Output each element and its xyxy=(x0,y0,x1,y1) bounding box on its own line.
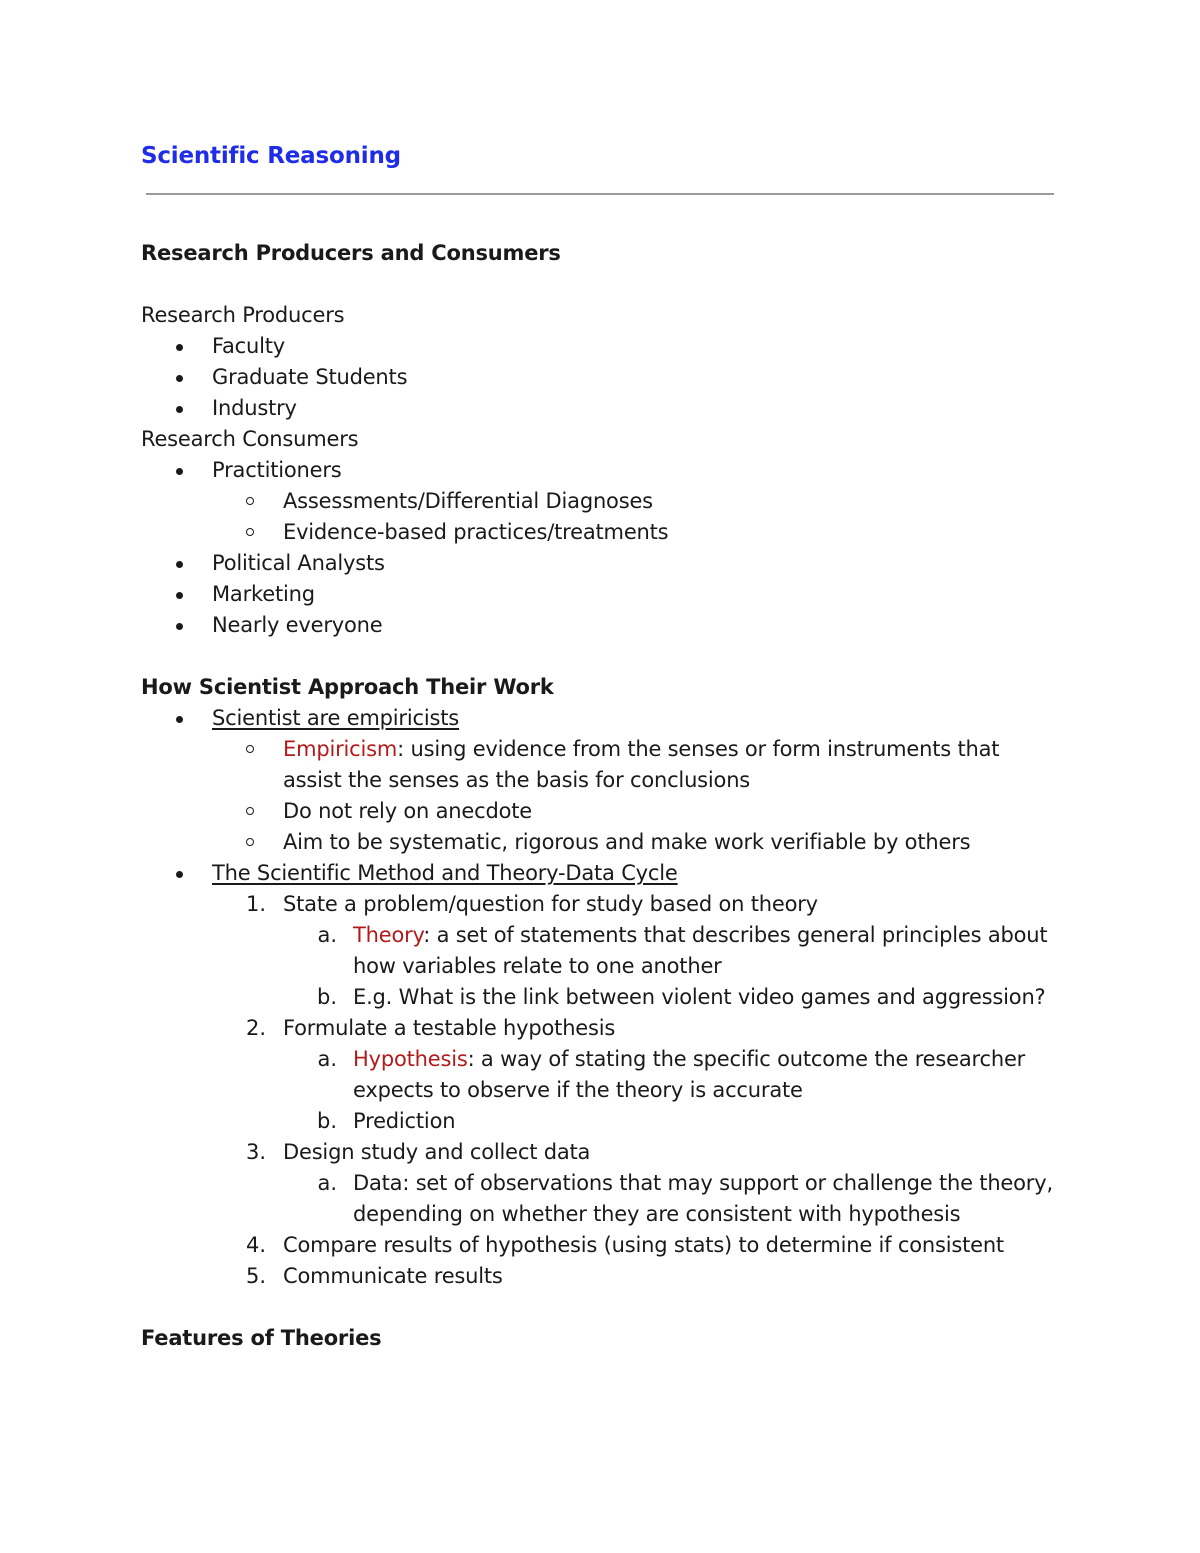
hollow-bullet-icon xyxy=(246,807,254,815)
list-item: Nearly everyone xyxy=(212,613,383,637)
list-item: Political Analysts xyxy=(212,551,385,575)
hollow-bullet-icon xyxy=(246,745,254,753)
empiricism-definition-cont: assist the senses as the basis for conclusions xyxy=(283,768,751,792)
section-heading-approach: How Scientist Approach Their Work xyxy=(141,675,554,699)
bullet-icon xyxy=(176,344,183,351)
section-heading-producers-consumers: Research Producers and Consumers xyxy=(141,241,561,265)
bullet-icon xyxy=(176,561,183,568)
theory-definition-cont: how variables relate to one another xyxy=(353,954,722,978)
hypothesis-definition xyxy=(353,1044,1025,1075)
bullet-icon xyxy=(176,623,183,630)
bullet-icon xyxy=(176,592,183,599)
step-text: State a problem/question for study based on theory xyxy=(283,892,818,916)
data-definition: Data: set of observations that may support or challenge the theory, xyxy=(353,1171,1053,1195)
hypothesis-def-text: : a way of stating the specific outcome the researcher xyxy=(467,1047,1026,1071)
sub-step-text: Prediction xyxy=(353,1109,456,1133)
step-text: Formulate a testable hypothesis xyxy=(283,1016,616,1040)
sub-step-text: E.g. What is the link between violent video games and aggression? xyxy=(353,985,1046,1009)
theory-term: Theory xyxy=(353,923,424,947)
sub-step-marker: a. xyxy=(317,923,337,947)
sub-step-marker: b. xyxy=(316,1109,337,1133)
empiricism-definition xyxy=(283,734,999,765)
hollow-bullet-icon xyxy=(246,838,254,846)
method-subheading: The Scientific Method and Theory-Data Cycle xyxy=(212,861,678,885)
section-heading-features: Features of Theories xyxy=(141,1326,382,1350)
hollow-bullet-icon xyxy=(246,528,254,536)
page-title: Scientific Reasoning xyxy=(141,143,401,169)
step-number: 1. xyxy=(245,892,266,916)
sub-step-marker: b. xyxy=(316,985,337,1009)
list-item: Aim to be systematic, rigorous and make work verifiable by others xyxy=(283,830,971,854)
step-number: 3. xyxy=(245,1140,266,1164)
hypothesis-term: Hypothesis xyxy=(353,1047,468,1071)
step-number: 5. xyxy=(245,1264,266,1288)
title-divider xyxy=(146,193,1054,195)
sub-step-marker: a. xyxy=(317,1047,337,1071)
step-number: 4. xyxy=(245,1233,266,1257)
list-item: Industry xyxy=(212,396,297,420)
step-text: Design study and collect data xyxy=(283,1140,591,1164)
consumers-label: Research Consumers xyxy=(141,427,359,451)
producers-label: Research Producers xyxy=(141,303,345,327)
list-item: Evidence-based practices/treatments xyxy=(283,520,669,544)
bullet-icon xyxy=(176,375,183,382)
sub-step-marker: a. xyxy=(317,1171,337,1195)
list-item: Faculty xyxy=(212,334,285,358)
bullet-icon xyxy=(176,716,183,723)
step-text: Communicate results xyxy=(283,1264,503,1288)
data-definition-cont: depending on whether they are consistent with hypothesis xyxy=(353,1202,961,1226)
list-item: Graduate Students xyxy=(212,365,408,389)
empiricists-subheading: Scientist are empiricists xyxy=(212,706,460,730)
hypothesis-definition-cont: expects to observe if the theory is accurate xyxy=(353,1078,803,1102)
bullet-icon xyxy=(176,468,183,475)
bullet-icon xyxy=(176,406,183,413)
theory-def-text: : a set of statements that describes general principles about xyxy=(423,923,1048,947)
list-item: Assessments/Differential Diagnoses xyxy=(283,489,653,513)
hollow-bullet-icon xyxy=(246,497,254,505)
list-item: Marketing xyxy=(212,582,315,606)
step-number: 2. xyxy=(245,1016,266,1040)
empiricism-term: Empiricism xyxy=(283,737,398,761)
bullet-icon xyxy=(176,871,183,878)
list-item: Do not rely on anecdote xyxy=(283,799,532,823)
empiricism-def-text: : using evidence from the senses or form instruments that xyxy=(397,737,1000,761)
theory-definition xyxy=(353,920,1047,951)
list-item: Practitioners xyxy=(212,458,342,482)
step-text: Compare results of hypothesis (using stats) to determine if consistent xyxy=(283,1233,1004,1257)
